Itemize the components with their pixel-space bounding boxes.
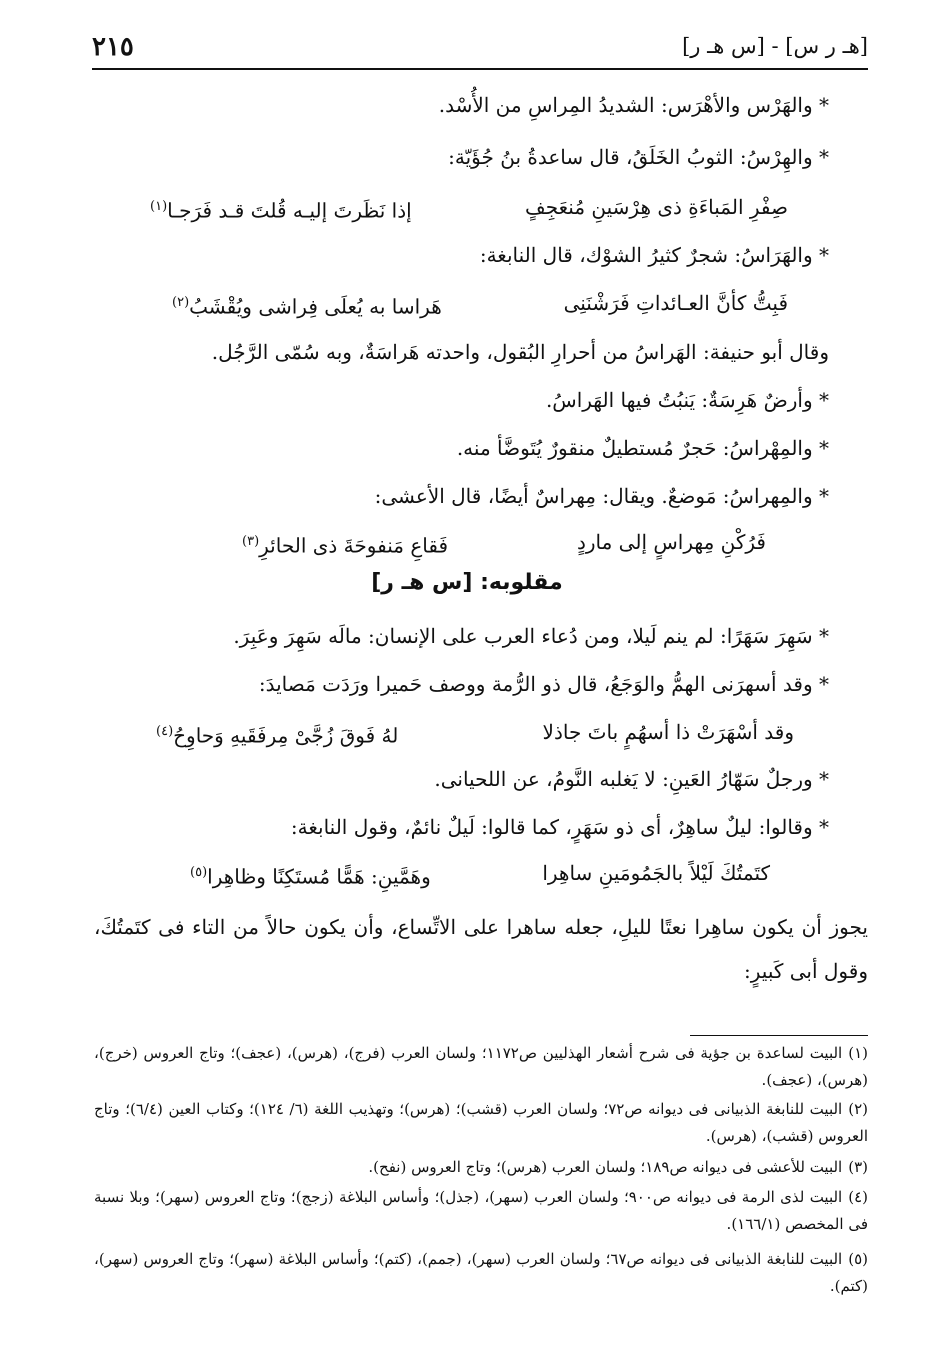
entry-line: * وقد أسهرَنى الهمُّ والوَجَعُ، قال ذو الرُّمة ووصف حَميرا ورَدَت مَصايدَ: bbox=[258, 672, 829, 696]
page-number: ٢١٥ bbox=[92, 32, 134, 62]
entry-line: * والهِرْسُ: الثوبُ الخَلَقُ، قال ساعدةُ بنُ جُؤَيّة: bbox=[448, 145, 829, 169]
footnote-number: (٥) bbox=[848, 1250, 868, 1268]
page-header bbox=[92, 28, 868, 72]
verse-hemistich bbox=[190, 858, 431, 892]
footnote-ref: (١) bbox=[150, 199, 168, 214]
footnote-ref: (٢) bbox=[172, 295, 190, 310]
footnote-number: (١) bbox=[848, 1044, 869, 1062]
footnote-text: البيت للأعشى فى ديوانه ص١٨٩؛ ولسان العرب (هرس)؛ وتاج العروس (نفح). bbox=[368, 1158, 843, 1176]
footnote-ref: (٤) bbox=[156, 724, 174, 739]
entry-line: * والهَرَاسُ: شجرٌ كثيرُ الشوْك، قال النابغة: bbox=[479, 243, 829, 267]
entry-line: * والمِهْراسُ: حَجرٌ مُستطيلٌ منقورٌ يُتَوضَّأ منه. bbox=[456, 436, 829, 460]
header-rule bbox=[92, 68, 868, 70]
verse-hemistich-text: لهُ فَوقَ زُجَّىْ مِرفَقَيهِ وَحاوِحُ bbox=[173, 723, 399, 748]
footnote bbox=[94, 1246, 868, 1300]
footnote bbox=[94, 1154, 868, 1181]
verse-hemistich bbox=[172, 288, 442, 322]
footnote-ref: (٥) bbox=[190, 865, 208, 880]
footnote-rule bbox=[690, 1035, 868, 1036]
entry-line: * والمِهراسُ: مَوضعٌ. ويقال: مِهراسٌ أيضًا، قال الأعشى: bbox=[374, 484, 829, 508]
verse-hemistich bbox=[150, 192, 412, 226]
entry-line: * وقالوا: ليلٌ ساهِرٌ، أى ذو سَهَرٍ، كما قالوا: لَيلٌ نائمٌ، وقول النابغة: bbox=[290, 815, 829, 839]
footnote bbox=[94, 1040, 868, 1094]
verse-hemistich: فَبِتُّ كأنَّ العـائداتِ فَرَشْنَنِى bbox=[563, 291, 788, 315]
footnote-number: (٤) bbox=[848, 1188, 868, 1206]
verse-hemistich: وقد أسْهَرَتْ ذا أسهُمٍ باتَ جاذلا bbox=[542, 720, 794, 744]
running-head: [هـ ر س] - [س هـ ر] bbox=[682, 34, 868, 58]
section-heading: مقلوبه: [س هـ ر] bbox=[371, 570, 563, 595]
verse-hemistich-text: هَراسا به يُعلَى فِراشى ويُقْشَبُ bbox=[189, 294, 442, 319]
footnote-number: (٢) bbox=[848, 1100, 868, 1118]
entry-line: * وأرضٌ هَرِسَةٌ: يَنبُتُ فيها الهَراسُ. bbox=[545, 388, 829, 412]
verse-hemistich bbox=[242, 527, 448, 561]
verse-hemistich-text: إذا نَظَرتَ إليـه قُلتَ قـد فَرَجـا bbox=[167, 198, 412, 223]
verse-hemistich: فَرُكْنِ مِهراسٍ إلى ماردٍ bbox=[576, 530, 766, 554]
footnote-text: البيت لساعدة بن جؤية فى شرح أشعار الهذليين ص١١٧٢؛ ولسان العرب (فرج)، (هرس)، (عجف)؛ وتاج العروس (خرج)، (هرس)، (عجف). bbox=[94, 1044, 868, 1089]
footnote bbox=[94, 1096, 868, 1150]
footnote-ref: (٣) bbox=[242, 534, 260, 549]
footnote-text: البيت للنابغة الذبيانى فى ديوانه ص٧٢؛ ولسان العرب (قشب)؛ (هرس)؛ وتهذيب اللغة (٦/ ١٢٤)؛ وكتاب العين (٦/٤)؛ وتاج العروس (قشب)، (هرس). bbox=[94, 1100, 868, 1145]
entry-line: * ورجلٌ سَهّارُ العَينِ: لا يَغلبه النَّومُ، عن اللحيانى. bbox=[434, 767, 829, 791]
footnote-text: البيت لذى الرمة فى ديوانه ص٩٠٠؛ ولسان العرب (سهر)، (جذل)؛ وأساس البلاغة (زجج)؛ وتاج العروس (سهر)؛ وبلا نسبة فى المخصص (١٦٦/١). bbox=[94, 1188, 868, 1233]
verse-hemistich-text: وهَمَّينِ: هَمًّا مُستَكِنًا وظاهِرا bbox=[207, 864, 431, 889]
footnote-text: البيت للنابغة الذبيانى فى ديوانه ص٦٧؛ ولسان العرب (سهر)، (جمم)، (كتم)؛ وأساس البلاغة (سهر)؛ وتاج العروس (سهر)، (كتم). bbox=[94, 1250, 868, 1295]
verse-hemistich-text: فَقاعِ مَنفوحَةَ ذى الحائرِ bbox=[259, 533, 449, 558]
verse-hemistich: صِفْرِ المَباءَةِ ذى هِرْسَينِ مُنعَجِفٍ bbox=[525, 195, 788, 219]
entry-line: * والهَرْس والأهْرَس: الشديدُ المِراسِ من الأُسْد. bbox=[438, 93, 829, 117]
entry-line: * سَهِرَ سَهَرًا: لم ينم لَيلا، ومن دُعاء العرب على الإنسان: مالَه سَهِرَ وعَبِرَ. bbox=[233, 624, 829, 648]
footnote-number: (٣) bbox=[848, 1158, 868, 1176]
verse-hemistich: كتَمتُكَ لَيْلاً بالجَمُومَينِ ساهِرا bbox=[542, 861, 770, 885]
entry-line: وقال أبو حنيفة: الهَراسُ من أحرارِ البُقول، واحدته هَراسَةٌ، وبه سُمّى الرَّجُل. bbox=[211, 340, 829, 364]
verse-hemistich bbox=[156, 717, 398, 751]
entry-paragraph: يجوز أن يكون ساهِرا نعتًا لليلِ، جعله ساهرا على الاتِّساع، وأن يكون حالاً من التاء فى كتَمتُكَ، وقول أبى كَبيرٍ: bbox=[94, 915, 868, 983]
footnote bbox=[94, 1184, 868, 1238]
